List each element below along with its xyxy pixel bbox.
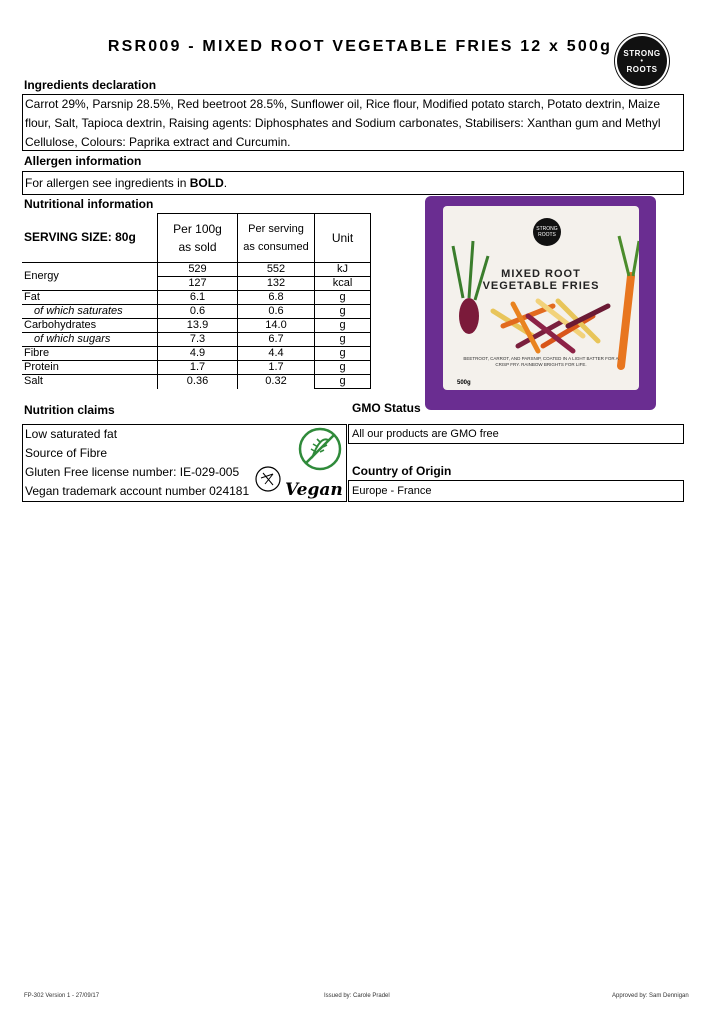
row-name: Carbohydrates	[22, 319, 158, 333]
row-per100: 127	[158, 277, 238, 291]
nutrition-label: Nutritional information	[24, 197, 154, 211]
row-serving: 552	[238, 263, 315, 277]
logo-line2: ROOTS	[626, 64, 658, 74]
row-serving: 0.32	[238, 375, 315, 389]
row-name: of which sugars	[22, 333, 158, 347]
row-unit: g	[315, 319, 371, 333]
ingredients-box: Carrot 29%, Parsnip 28.5%, Red beetroot 28.5%, Sunflower oil, Rice flour, Modified potato starch, Potato dextrin, Maize flour, Salt, Tapioca dextrin, Raising agents: Diphosphates and Sodium carbonates, Stabilisers: Xanthan gum and Methyl Cellulose, Colours: Paprika extract and Curcumin.	[22, 94, 684, 151]
table-row	[22, 375, 371, 389]
table-row	[22, 347, 371, 361]
row-serving: 1.7	[238, 361, 315, 375]
allergen-label: Allergen information	[24, 154, 142, 168]
row-unit: g	[315, 305, 371, 319]
row-unit: g	[315, 375, 371, 389]
allergen-text: For allergen see ingredients in	[25, 176, 190, 190]
claim-item: Source of Fibre	[25, 446, 108, 460]
row-unit: g	[315, 361, 371, 375]
table-row	[22, 333, 371, 347]
row-unit: kJ	[315, 263, 371, 277]
allergen-bold: BOLD	[189, 176, 224, 190]
footer-approved: Approved by: Sam Dennigan	[612, 993, 689, 999]
claim-item: Low saturated fat	[25, 427, 118, 441]
pack-title-line2: VEGETABLE FRIES	[482, 280, 600, 292]
row-per100: 6.1	[158, 291, 238, 305]
row-name: Fibre	[22, 347, 158, 361]
table-row	[22, 263, 371, 277]
pack-subtitle: BEETROOT, CARROT, AND PARSNIP, COATED IN A LIGHT BATTER FOR A CRISP FRY. RAINBOW BRIGHTS FOR LIFE.	[463, 356, 619, 367]
row-unit: kcal	[315, 277, 371, 291]
claim-item: Vegan trademark account number 024181	[25, 484, 250, 498]
row-unit: g	[315, 333, 371, 347]
vegan-logo-text: Vegan	[285, 480, 343, 500]
row-per100: 4.9	[158, 347, 238, 361]
row-per100: 529	[158, 263, 238, 277]
pack-weight: 500g	[457, 380, 471, 386]
table-row	[22, 305, 371, 319]
row-name: of which saturates	[22, 305, 158, 319]
row-unit: g	[315, 291, 371, 305]
allergen-box	[22, 171, 684, 195]
claims-box	[22, 424, 347, 502]
header-serving-l1: Per serving	[248, 223, 304, 235]
nutrition-table	[22, 213, 371, 389]
footer-issued: Issued by: Carole Pradel	[324, 993, 390, 999]
pack-front	[443, 206, 639, 390]
serving-size: SERVING SIZE: 80g	[24, 230, 136, 245]
row-per100: 0.36	[158, 375, 238, 389]
row-serving: 14.0	[238, 319, 315, 333]
allergen-end: .	[223, 176, 228, 190]
ingredients-label: Ingredients declaration	[24, 78, 157, 92]
product-pack-image	[425, 196, 656, 410]
header-serving	[238, 214, 315, 263]
gmo-label: GMO Status	[352, 401, 421, 415]
row-serving: 6.8	[238, 291, 315, 305]
table-row	[22, 361, 371, 375]
origin-label: Country of Origin	[352, 464, 452, 478]
pack-title-line1: MIXED ROOT	[501, 268, 581, 280]
footer-version: FP-302 Version 1 - 27/09/17	[24, 993, 100, 999]
row-unit: g	[315, 347, 371, 361]
claim-item: Gluten Free license number: IE-029-005	[25, 465, 240, 479]
gmo-box: All our products are GMO free	[348, 424, 684, 444]
row-serving: 132	[238, 277, 315, 291]
row-serving: 6.7	[238, 333, 315, 347]
strong-roots-logo	[615, 34, 669, 88]
logo-line1: STRONG	[623, 48, 661, 58]
logo-divider: •	[640, 57, 644, 65]
row-serving: 0.6	[238, 305, 315, 319]
pack-logo-line1: STRONG	[536, 226, 558, 232]
row-name: Salt	[22, 375, 158, 389]
header-per100-l1: Per 100g	[173, 222, 222, 236]
header-per100	[158, 214, 238, 263]
header-unit: Unit	[315, 214, 371, 263]
table-row	[22, 291, 371, 305]
row-name: Energy	[22, 263, 158, 291]
row-serving: 4.4	[238, 347, 315, 361]
row-per100: 7.3	[158, 333, 238, 347]
origin-box: Europe - France	[348, 480, 684, 502]
row-name: Protein	[22, 361, 158, 375]
header-serving-l2: as consumed	[243, 241, 309, 253]
document-title: RSR009 - MIXED ROOT VEGETABLE FRIES 12 x 500g	[107, 38, 613, 55]
row-per100: 1.7	[158, 361, 238, 375]
pack-logo-line2: ROOTS	[538, 232, 556, 238]
row-per100: 0.6	[158, 305, 238, 319]
claims-label: Nutrition claims	[24, 403, 115, 417]
row-name: Fat	[22, 291, 158, 305]
table-row	[22, 319, 371, 333]
header-per100-l2: as sold	[178, 240, 217, 254]
row-per100: 13.9	[158, 319, 238, 333]
